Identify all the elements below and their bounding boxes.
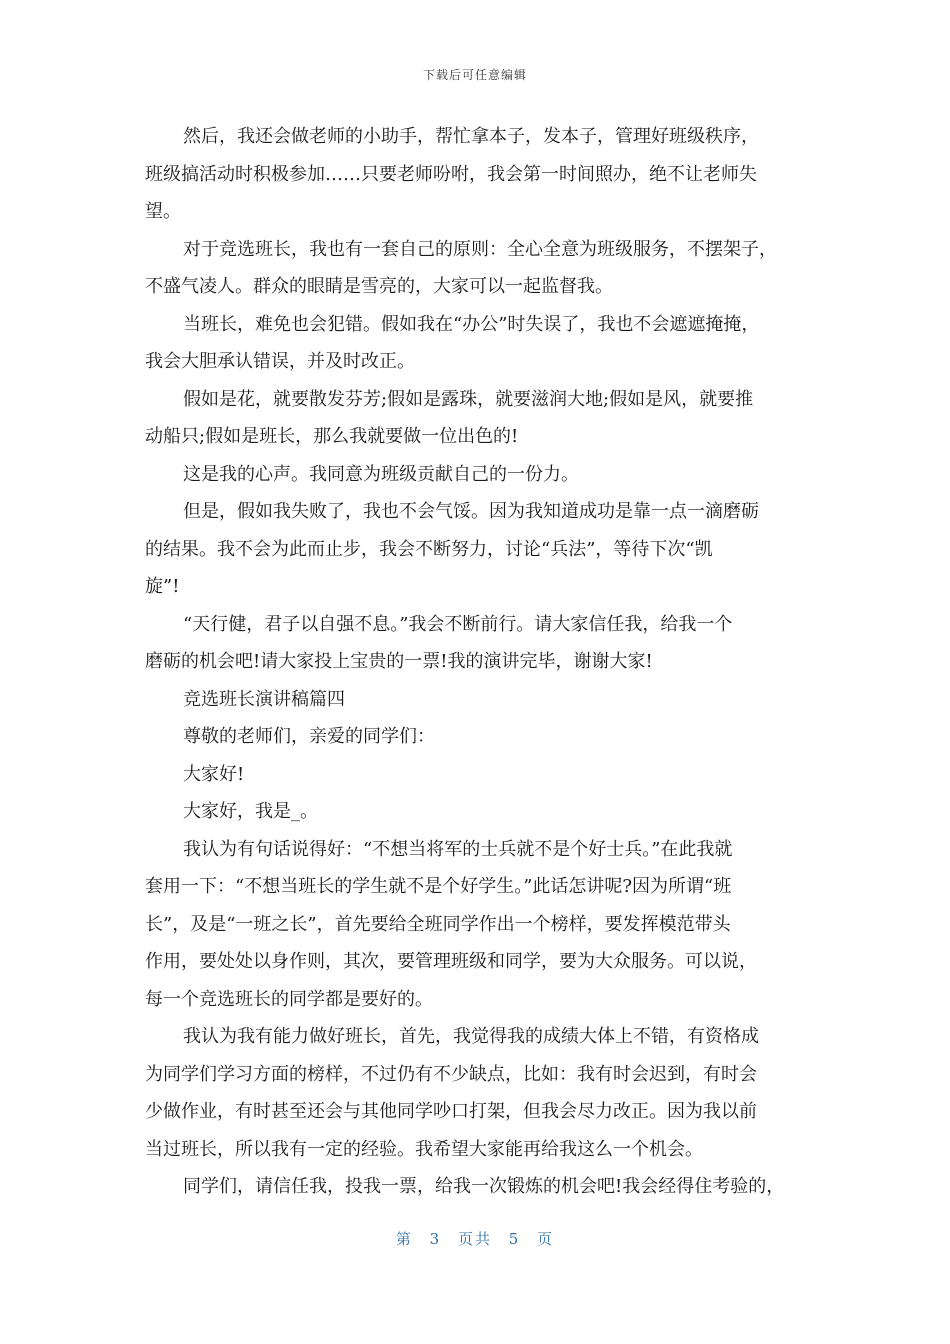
text-line: 旋”! (145, 576, 180, 597)
text-line: 大家好! (183, 763, 245, 785)
text-line: 尊敬的老师们，亲爱的同学们： (183, 726, 435, 747)
text-line: 磨砺的机会吧!请大家投上宝贵的一票!我的演讲完毕，谢谢大家! (145, 651, 653, 672)
text-line: 长”，及是“一班之长”，首先要给全班同学作出一个榜样，要发挥模范带头 (145, 913, 731, 935)
text-line: 我会大胆承认错误，并及时改正。 (145, 351, 415, 372)
text-line: 这是我的心声。我同意为班级贡献自己的一份力。 (183, 463, 579, 485)
text-line: “天行健，君子以自强不息。”我会不断前行。请大家信任我，给我一个 (183, 613, 733, 635)
text-line: 的结果。我不会为此而止步，我会不断努力，讨论“兵法”，等待下次“凯 (145, 538, 713, 560)
text-line: 少做作业，有时甚至还会与其他同学吵口打架，但我会尽力改正。因为我以前 (145, 1101, 757, 1122)
text-line: 套用一下：“不想当班长的学生就不是个好学生。”此话怎讲呢?因为所谓“班 (145, 876, 732, 897)
document-body (145, 118, 825, 1206)
text-line: 我认为我有能力做好班长，首先，我觉得我的成绩大体上不错，有资格成 (183, 1026, 759, 1047)
text-line: 望。 (145, 201, 181, 222)
text-line: 假如是花，就要散发芬芳;假如是露珠，就要滋润大地;假如是风，就要推 (183, 388, 754, 410)
text-line: 大家好，我是_。 (183, 801, 318, 822)
text-line: 当过班长，所以我有一定的经验。我希望大家能再给我这么一个机会。 (145, 1138, 703, 1160)
text-line: 为同学们学习方面的榜样，不过仍有不少缺点，比如：我有时会迟到，有时会 (145, 1063, 757, 1085)
text-line: 然后，我还会做老师的小助手，帮忙拿本子，发本子，管理好班级秩序， (183, 126, 759, 147)
text-line: 动船只;假如是班长，那么我就要做一位出色的! (145, 426, 519, 447)
text-line: 作用，要处处以身作则，其次，要管理班级和同学，要为大众服务。可以说， (145, 951, 757, 972)
text-line: 每一个竞选班长的同学都是要好的。 (145, 988, 433, 1010)
text-line: 对于竞选班长，我也有一套自己的原则：全心全意为班级服务，不摆架子， (183, 238, 777, 260)
text-line: 同学们，请信任我，投我一票，给我一次锻炼的机会吧!我会经得住考验的， (183, 1176, 785, 1197)
text-line: 班级搞活动时积极参加……只要老师吩咐，我会第一时间照办，绝不让老师失 (145, 163, 757, 185)
text-line: 我认为有句话说得好：“不想当将军的士兵就不是个好士兵。”在此我就 (183, 838, 733, 860)
text-line: 不盛气凌人。群众的眼睛是雪亮的，大家可以一起监督我。 (145, 276, 613, 297)
page-header: 下载后可任意编辑 (422, 68, 527, 82)
page-footer: 第 3 页共 5 页 (395, 1230, 555, 1248)
text-line: 竞选班长演讲稿篇四 (183, 688, 345, 710)
text-line: 当班长，难免也会犯错。假如我在“办公”时失误了，我也不会遮遮掩掩， (183, 313, 760, 335)
text-line: 但是，假如我失败了，我也不会气馁。因为我知道成功是靠一点一滴磨砺 (183, 501, 759, 522)
